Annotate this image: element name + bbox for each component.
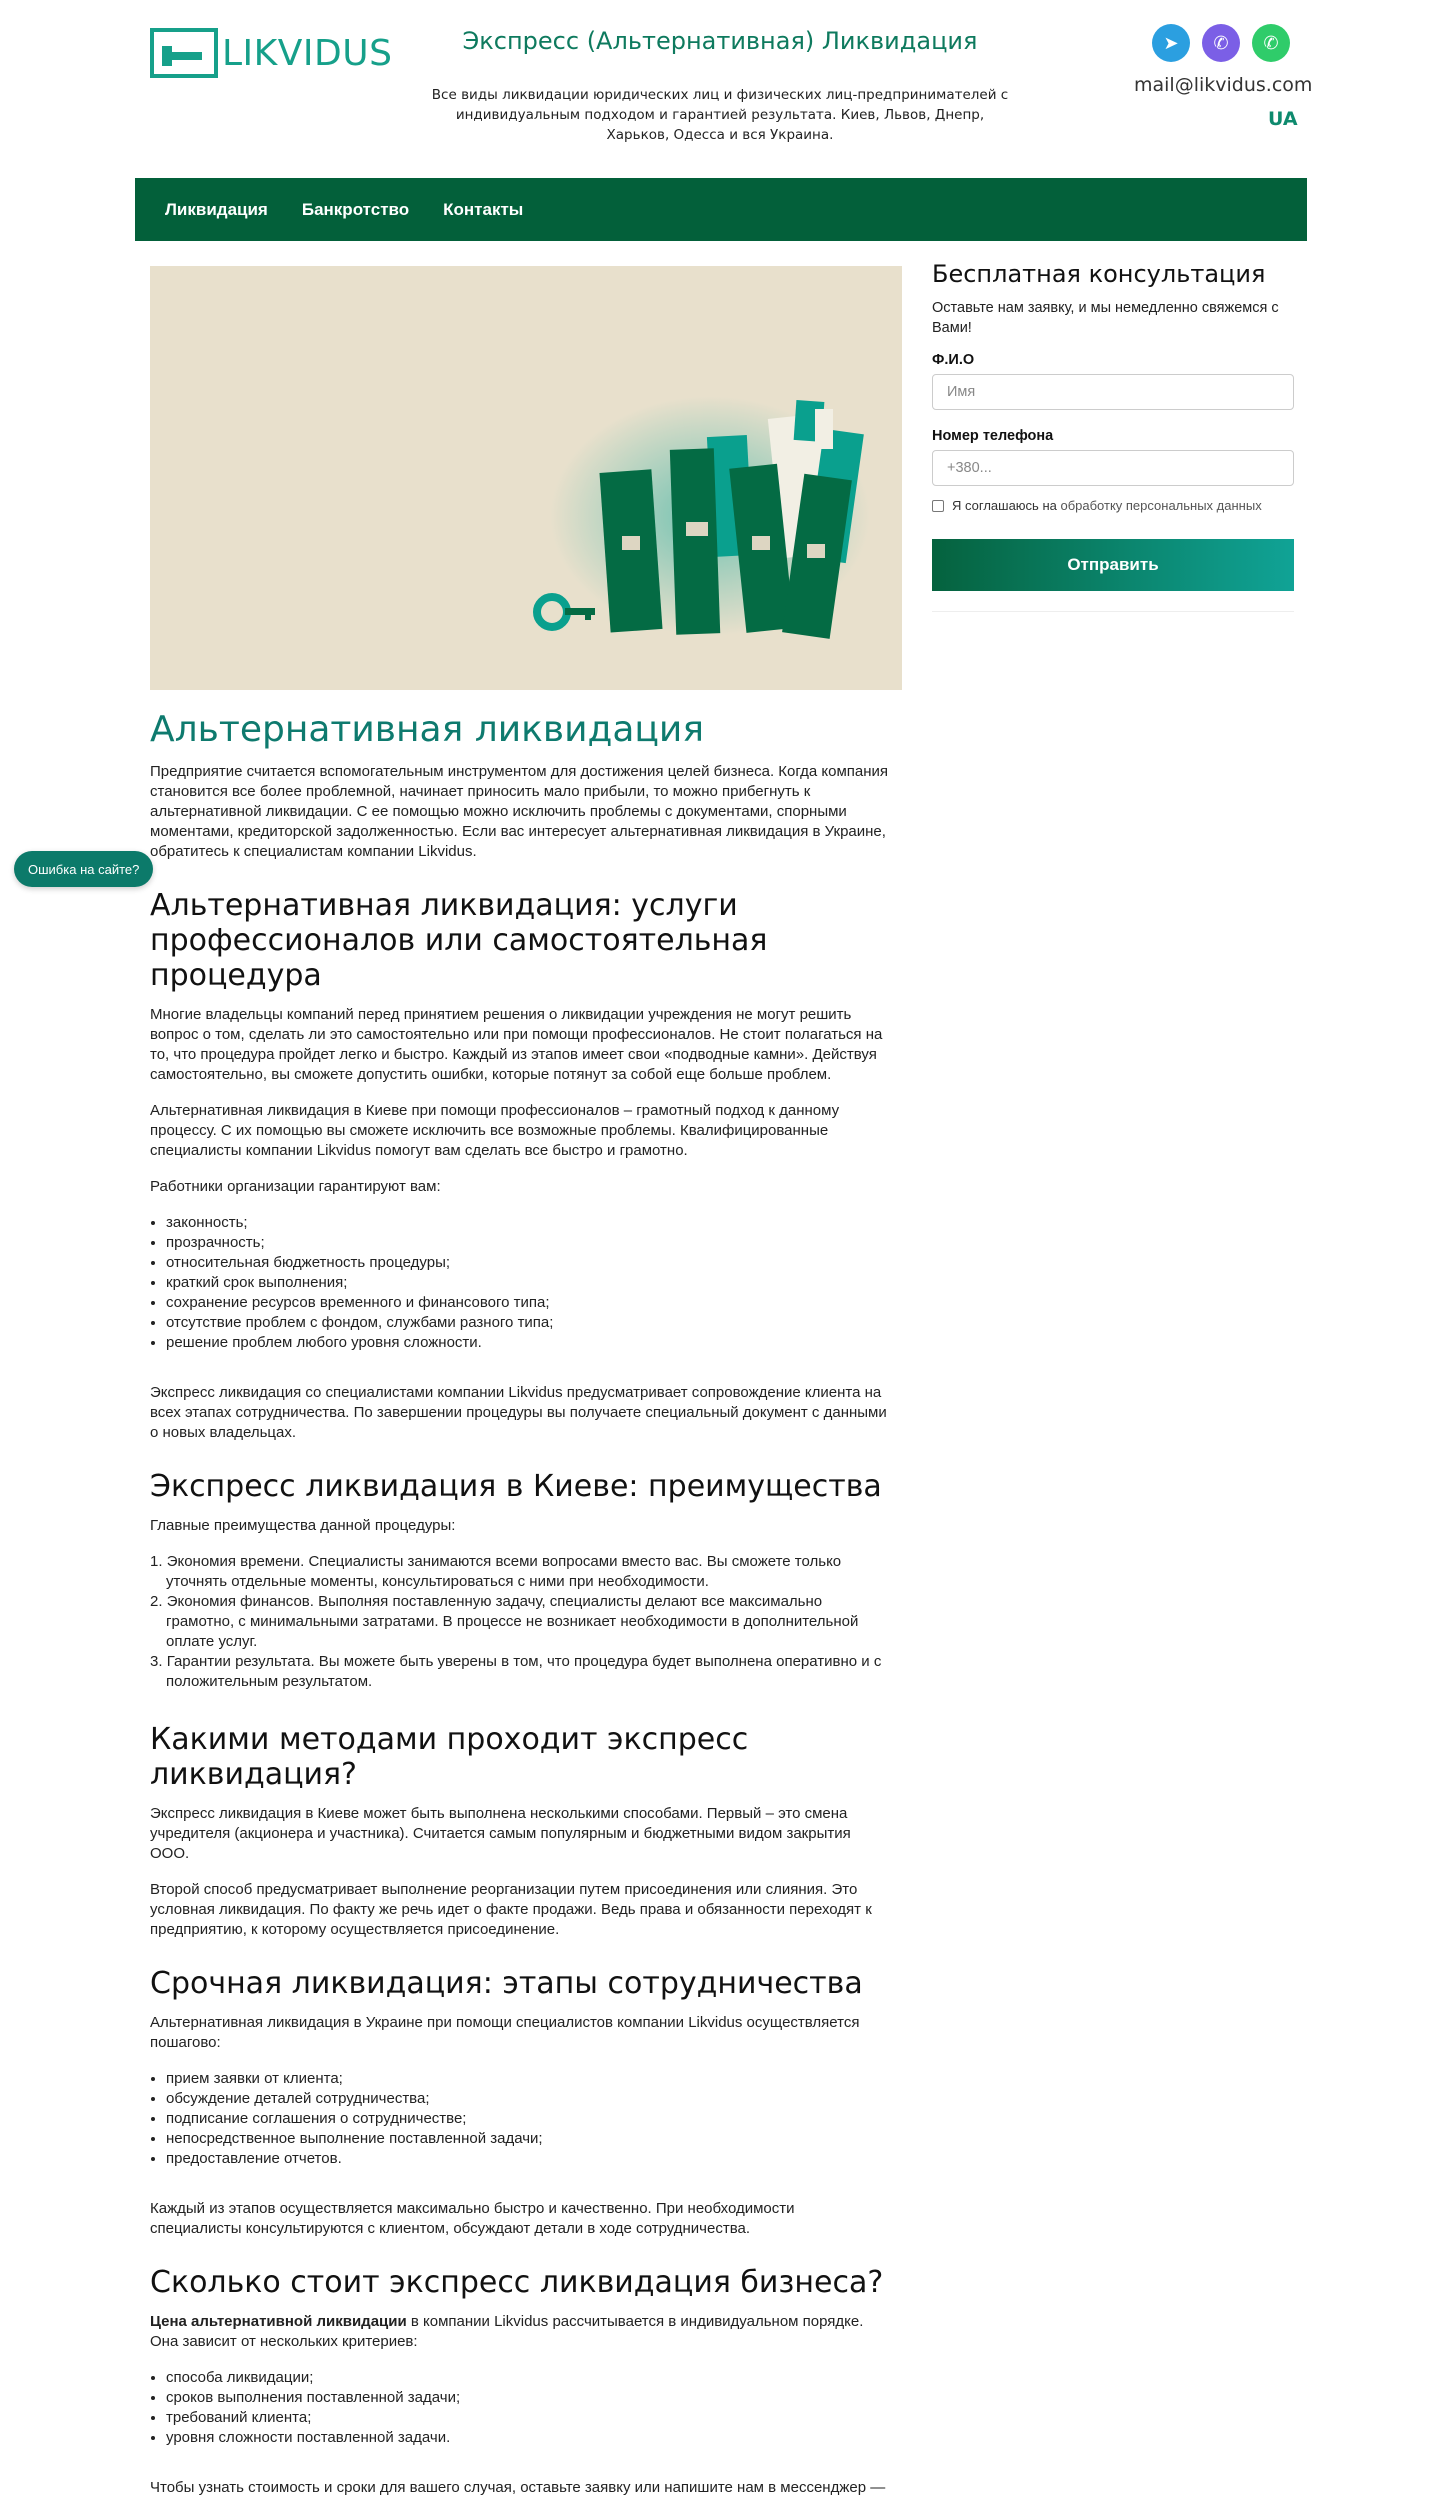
- list-item: • прием заявки от клиента;: [166, 2069, 890, 2089]
- submit-button[interactable]: Отправить: [932, 539, 1294, 591]
- paragraph: Чтобы узнать стоимость и сроки для вашего случая, оставьте заявку или напишите нам в мессенджер —: [150, 2479, 886, 2496]
- paragraph: Многие владельцы компаний перед принятием решения о ликвидации учреждения не могут решить вопрос о том, сделать ли это самостоятельно или при помощи профессионалов. Не стоит полагаться на то, что процедура пройдет легко и быстро. Каждый из этапов имеет свои «подводные камни». Действуя самостоятельно, вы сможете допустить ошибки, которые потянут за собой еще больше проблем.: [150, 1006, 883, 1083]
- section-heading: Альтернативная ликвидация: услуги профессионалов или самостоятельная процедура: [150, 888, 768, 993]
- list-item: • непосредственное выполнение поставленной задачи;: [166, 2129, 890, 2149]
- list-item: • законность;: [166, 1213, 890, 1233]
- list-item: • относительная бюджетность процедуры;: [166, 1253, 890, 1273]
- nav-item-bankruptcy[interactable]: Банкротство: [301, 199, 410, 219]
- language-switch[interactable]: UA: [1268, 108, 1298, 130]
- header-title: Экспресс (Альтернативная) Ликвидация: [462, 27, 978, 55]
- list-item: • краткий срок выполнения;: [166, 1273, 890, 1293]
- page-title: Альтернативная ликвидация: [150, 709, 704, 750]
- name-field[interactable]: [932, 374, 1294, 410]
- list-item: • требований клиента;: [166, 2408, 890, 2428]
- paragraph: Экспресс ликвидация со специалистами компании Likvidus предусматривает сопровождение клиента на всех этапах сотрудничества. По завершении процедуры вы получаете специальный документ с данными о новых владельцах.: [150, 1384, 887, 1441]
- consent-checkbox[interactable]: [932, 500, 944, 512]
- site-header: [0, 0, 1440, 178]
- section-heading: Экспресс ликвидация в Киеве: преимущества: [150, 1469, 882, 1504]
- paragraph: Главные преимущества данной процедуры:: [150, 1517, 456, 1534]
- list-item: • отсутствие проблем с фондом, службами разного типа;: [166, 1313, 890, 1333]
- telegram-icon[interactable]: ➤: [1152, 24, 1190, 62]
- paragraph: Второй способ предусматривает выполнение реорганизации путем присоединения или слияния. Это условная ликвидация. По факту же речь идет о факте продажи. Ведь права и обязанности переходят к предприятию, к которому осуществляется присоединение.: [150, 1881, 872, 1938]
- form-description: Оставьте нам заявку, и мы немедленно свяжемся с Вами!: [932, 300, 1279, 336]
- social-links: [1152, 24, 1290, 62]
- nav-item-contacts[interactable]: Контакты: [443, 199, 524, 219]
- list-item: • подписание соглашения о сотрудничестве;: [166, 2109, 890, 2129]
- paragraph-text: в компании Likvidus рассчитывается в индивидуальном порядке. Она зависит от нескольких критериев:: [150, 2313, 864, 2350]
- list-item: • предоставление отчетов.: [166, 2149, 890, 2169]
- guarantees-list: [166, 1213, 890, 1353]
- hero-image: [150, 266, 902, 690]
- consent-text: Я соглашаюсь на: [952, 498, 1061, 513]
- phone-placeholder: +380...: [947, 460, 992, 476]
- consent-label: [952, 498, 1262, 513]
- consent-row: [932, 498, 1294, 513]
- list-item: 3. Гарантии результата. Вы можете быть уверены в том, что процедура будет выполнена оперативно и с положительным результатом.: [150, 1652, 890, 1692]
- header-email-link[interactable]: mail@likvidus.com: [1134, 74, 1313, 96]
- list-item: • способа ликвидации;: [166, 2368, 890, 2388]
- divider: [932, 611, 1294, 612]
- header-subtitle: Все виды ликвидации юридических лиц и физических лиц-предпринимателей с индивидуальным подходом и гарантией результата. Киев, Львов, Днепр, Харьков, Одесса и вся Украина.: [431, 87, 1009, 143]
- paragraph: [150, 2312, 890, 2352]
- report-error-button[interactable]: Ошибка на сайте?: [14, 851, 153, 887]
- list-item: • обсуждение деталей сотрудничества;: [166, 2089, 890, 2109]
- list-item: • сохранение ресурсов временного и финансового типа;: [166, 1293, 890, 1313]
- list-item: • уровня сложности поставленной задачи.: [166, 2428, 890, 2448]
- consultation-form: [932, 260, 1294, 612]
- paragraph: Каждый из этапов осуществляется максимально быстро и качественно. При необходимости специалисты консультируются с клиентом, обсуждают детали в ходе сотрудничества.: [150, 2200, 795, 2237]
- paragraph: Экспресс ликвидация в Киеве может быть выполнена несколькими способами. Первый – это смена учредителя (акционера и участника). Считается самым популярным и бюджетными видом закрытия ООО.: [150, 1805, 851, 1862]
- price-factors-list: [166, 2368, 890, 2448]
- privacy-link[interactable]: обработку персональных данных: [1060, 498, 1262, 513]
- whatsapp-icon[interactable]: ✆: [1252, 24, 1290, 62]
- paragraph: Работники организации гарантируют вам:: [150, 1178, 441, 1195]
- main-nav: [135, 178, 1307, 241]
- paragraph: Альтернативная ликвидация в Киеве при помощи профессионалов – грамотный подход к данному процессу. С их помощью вы сможете исключить все возможные проблемы. Квалифицированные специалисты компании Likvidus помогут вам сделать все быстро и грамотно.: [150, 1102, 840, 1159]
- advantages-list: [150, 1552, 890, 1692]
- section-heading: Срочная ликвидация: этапы сотрудничества: [150, 1966, 863, 2001]
- bold-text: Цена альтернативной ликвидации: [150, 2313, 407, 2330]
- phone-label: Номер телефона: [932, 428, 1054, 444]
- list-item: • сроков выполнения поставленной задачи;: [166, 2388, 890, 2408]
- viber-icon[interactable]: ✆: [1202, 24, 1240, 62]
- name-placeholder: Имя: [947, 384, 976, 400]
- nav-item-liquidation[interactable]: Ликвидация: [165, 199, 268, 219]
- gavel-icon: [150, 28, 218, 78]
- list-item: 1. Экономия времени. Специалисты занимаются всеми вопросами вместо вас. Вы сможете только уточнять отдельные моменты, консультироваться с ними при необходимости.: [150, 1552, 890, 1592]
- list-item: • прозрачность;: [166, 1233, 890, 1253]
- name-label: Ф.И.О: [932, 352, 975, 368]
- list-item: 2. Экономия финансов. Выполняя поставленную задачу, специалисты делают все максимально грамотно, с минимальными затратами. В процессе не возникает необходимости в дополнительной оплате услуг.: [150, 1592, 890, 1652]
- phone-field[interactable]: [932, 450, 1294, 486]
- logo-text: LIKVIDUS: [222, 32, 393, 74]
- article: [150, 706, 890, 2514]
- paragraph: Предприятие считается вспомогательным инструментом для достижения целей бизнеса. Когда компания становится все более проблемной, начинает приносить мало прибыли, то можно прибегнуть к альтернативной ликвидации. С ее помощью можно исключить проблемы с документами, спорными моментами, кредиторской задолженностью. Если вас интересует альтернативная ликвидация в Украине, обратитесь к специалистам компании Likvidus.: [150, 763, 889, 860]
- list-item: • решение проблем любого уровня сложности.: [166, 1333, 890, 1353]
- logo[interactable]: [150, 28, 392, 78]
- stages-list: [166, 2069, 890, 2169]
- section-heading: Сколько стоит экспресс ликвидация бизнеса?: [150, 2265, 884, 2300]
- section-heading: Какими методами проходит экспресс ликвидация?: [150, 1722, 749, 1792]
- paragraph: Альтернативная ликвидация в Украине при помощи специалистов компании Likvidus осуществляется пошагово:: [150, 2014, 860, 2051]
- form-title: Бесплатная консультация: [932, 260, 1266, 288]
